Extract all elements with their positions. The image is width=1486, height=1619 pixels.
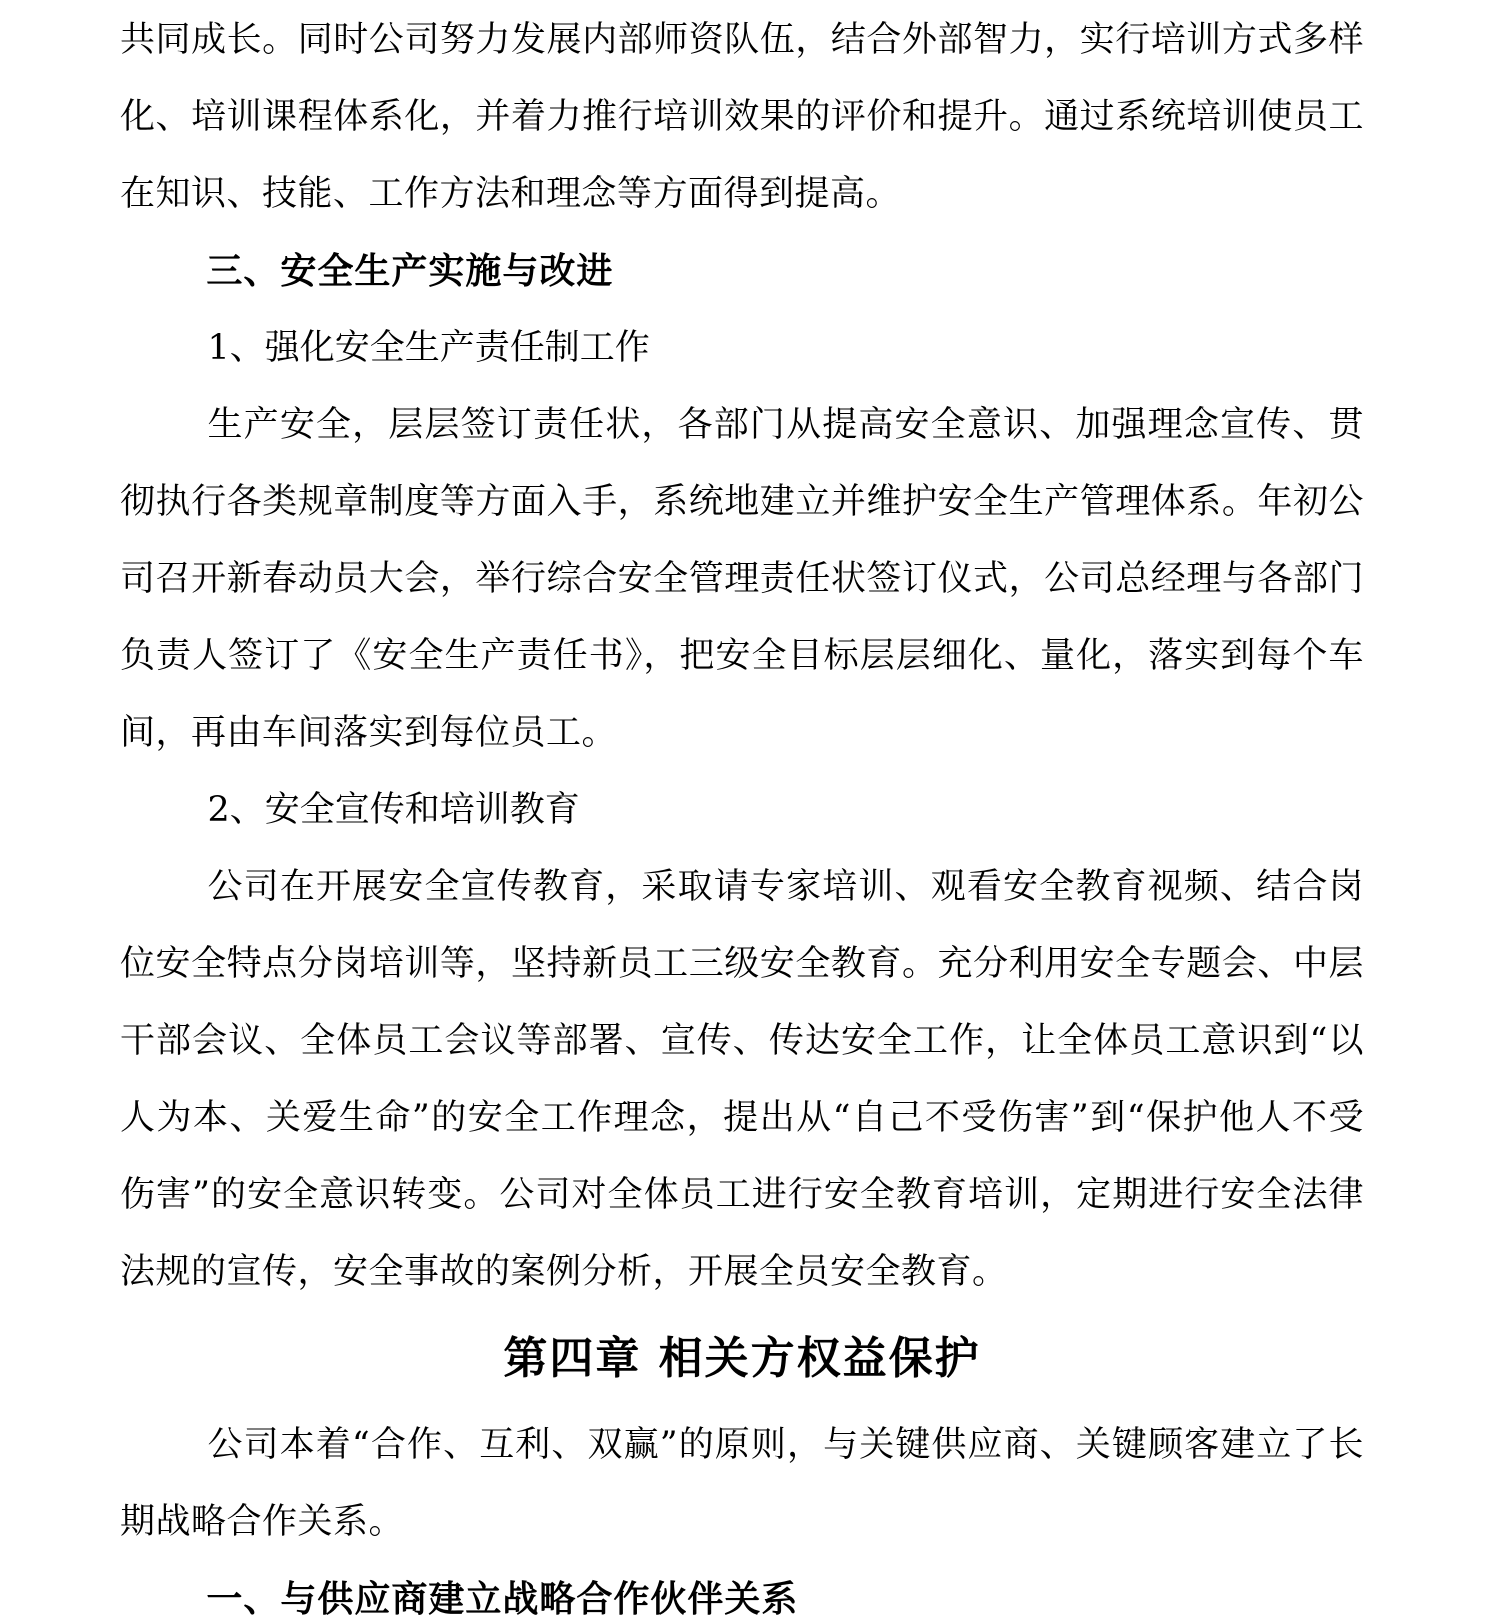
heading-section-1-supplier-partnership: 一、与供应商建立战略合作伙伴关系 <box>206 1578 799 1619</box>
paragraph-responsibility-system: 生产安全，层层签订责任状，各部门从提高安全意识、加强理念宣传、贯彻执行各类规章制度等方面入手，系统地建立并维护安全生产管理体系。年初公司召开新春动员大会，举行综合安全管理责任状签订仪式，公司总经理与各部门负责人签订了《安全生产责任书》，把安全目标层层细化、量化，落实到每个车间，再由车间落实到每位员工。 <box>120 405 1364 753</box>
heading-section-3-safety-production: 三、安全生产实施与改进 <box>206 250 614 292</box>
subheading-item-2-safety-training: 2、安全宣传和培训教育 <box>207 790 580 830</box>
chapter-4-title-stakeholder-rights: 第四章 相关方权益保护 <box>503 1333 981 1384</box>
subheading-item-1-responsibility-system: 1、强化安全生产责任制工作 <box>207 328 650 368</box>
paragraph-chapter4-intro: 公司本着“合作、互利、双赢”的原则，与关键供应商、关键顾客建立了长期战略合作关系。 <box>120 1425 1364 1542</box>
paragraph-training-continued: 共同成长。同时公司努力发展内部师资队伍，结合外部智力，实行培训方式多样化、培训课程体系化，并着力推行培训效果的评价和提升。通过系统培训使员工在知识、技能、工作方法和理念等方面得到提高。 <box>120 20 1364 214</box>
paragraph-safety-training: 公司在开展安全宣传教育，采取请专家培训、观看安全教育视频、结合岗位安全特点分岗培训等，坚持新员工三级安全教育。充分利用安全专题会、中层干部会议、全体员工会议等部署、宣传、传达安全工作，让全体员工意识到“以人为本、关爱生命”的安全工作理念，提出从“自己不受伤害”到“保护他人不受伤害”的安全意识转变。公司对全体员工进行安全教育培训，定期进行安全法律法规的宣传，安全事故的案例分析，开展全员安全教育。 <box>120 867 1364 1292</box>
